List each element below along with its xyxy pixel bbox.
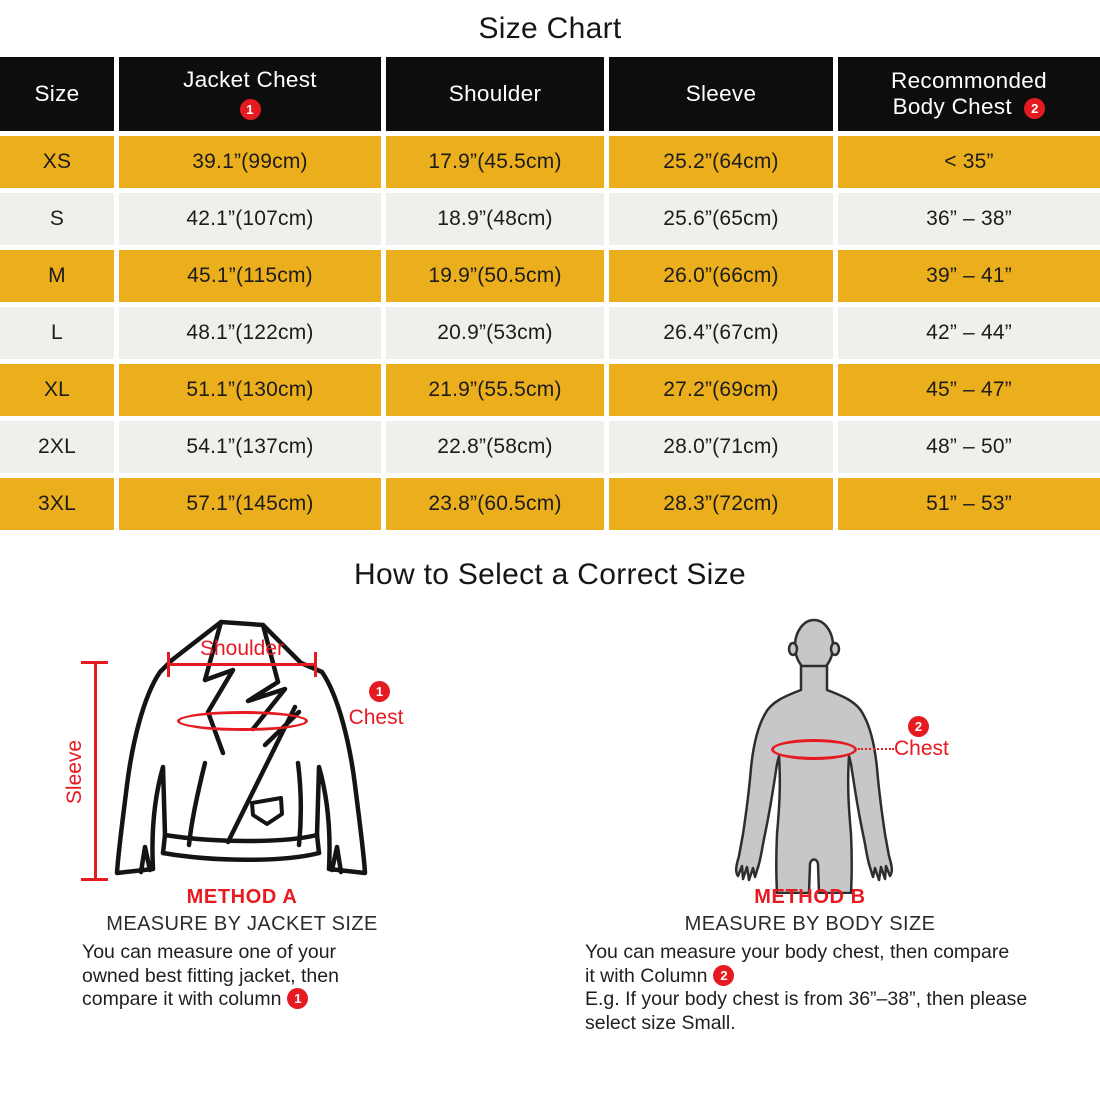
method-a-line-3	[82, 988, 422, 1012]
table-header-row	[0, 57, 1100, 131]
cell-sleeve: 28.3”(72cm)	[609, 478, 833, 530]
jacket-chest-ellipse	[177, 711, 308, 731]
method-a-line-3-text: compare it with column	[82, 988, 282, 1010]
jacket-chest-label: Chest	[348, 706, 404, 729]
table-row-2xl	[0, 421, 1100, 473]
method-b-column-badge: 2	[713, 965, 734, 986]
cell-body-chest: 42” – 44”	[838, 307, 1100, 359]
cell-size: XL	[0, 364, 114, 416]
column-1-badge: 1	[240, 99, 261, 120]
cell-shoulder: 17.9”(45.5cm)	[386, 136, 604, 188]
shoulder-label: Shoulder	[199, 637, 285, 660]
column-header-jacket-chest	[119, 57, 381, 131]
method-b-line-3: E.g. If your body chest is from 36”–38”, then please	[585, 988, 1028, 1010]
cell-size: M	[0, 250, 114, 302]
cell-jacket-chest: 48.1”(122cm)	[119, 307, 381, 359]
cell-shoulder: 22.8”(58cm)	[386, 421, 604, 473]
cell-sleeve: 26.4”(67cm)	[609, 307, 833, 359]
sleeve-measure-bottom-cap	[81, 878, 108, 881]
cell-jacket-chest: 54.1”(137cm)	[119, 421, 381, 473]
method-b-line-1: You can measure your body chest, then compare	[585, 941, 1010, 963]
how-to-select-title: How to Select a Correct Size	[354, 558, 746, 591]
body-head	[795, 620, 833, 672]
column-header-sleeve-label: Sleeve	[685, 81, 757, 106]
sleeve-measure-top-cap	[81, 661, 108, 664]
method-b-subtitle: MEASURE BY BODY SIZE	[684, 913, 936, 935]
cell-shoulder: 23.8”(60.5cm)	[386, 478, 604, 530]
method-a-description	[82, 941, 422, 1012]
shoulder-measure-line	[167, 663, 317, 666]
jacket-chest-badge: 1	[369, 681, 390, 702]
method-a-subtitle: MEASURE BY JACKET SIZE	[106, 913, 378, 935]
sleeve-measure-line	[94, 662, 97, 880]
method-a-block	[77, 886, 407, 936]
cell-jacket-chest: 39.1”(99cm)	[119, 136, 381, 188]
cell-shoulder: 19.9”(50.5cm)	[386, 250, 604, 302]
size-chart-table	[0, 52, 1100, 535]
chest-dotted-line	[858, 748, 894, 750]
cell-size: XS	[0, 136, 114, 188]
method-a-column-badge: 1	[287, 988, 308, 1009]
column-header-size-label: Size	[34, 81, 80, 106]
table-row-l	[0, 307, 1100, 359]
cell-body-chest: 45” – 47”	[838, 364, 1100, 416]
shoulder-measure-right-tick	[314, 652, 317, 677]
cell-sleeve: 28.0”(71cm)	[609, 421, 833, 473]
method-a-title: METHOD A	[186, 886, 298, 908]
column-header-shoulder-label: Shoulder	[448, 81, 542, 106]
cell-body-chest: 39” – 41”	[838, 250, 1100, 302]
table-row-m	[0, 250, 1100, 302]
sleeve-label: Sleeve	[63, 739, 86, 805]
cell-sleeve: 25.2”(64cm)	[609, 136, 833, 188]
method-b-description	[585, 941, 1075, 1035]
method-b-line-2	[585, 965, 1075, 989]
cell-body-chest: 48” – 50”	[838, 421, 1100, 473]
method-b-line-2-text: it with Column	[585, 964, 708, 987]
recommended-line2-row	[838, 94, 1100, 120]
cell-shoulder: 20.9”(53cm)	[386, 307, 604, 359]
column-2-badge: 2	[1024, 98, 1045, 119]
cell-shoulder: 18.9”(48cm)	[386, 193, 604, 245]
cell-jacket-chest: 57.1”(145cm)	[119, 478, 381, 530]
cell-jacket-chest: 42.1”(107cm)	[119, 193, 381, 245]
cell-size: S	[0, 193, 114, 245]
table-row-xs	[0, 136, 1100, 188]
cell-size: L	[0, 307, 114, 359]
method-a-line-1: You can measure one of your	[82, 941, 337, 963]
method-b-title: METHOD B	[754, 886, 866, 908]
cell-body-chest: < 35”	[838, 136, 1100, 188]
method-b-line-4: select size Small.	[585, 1011, 736, 1034]
shoulder-measure-left-tick	[167, 652, 170, 677]
body-chest-label: Chest	[894, 737, 949, 760]
column-header-recommended-body-chest	[838, 57, 1100, 131]
cell-jacket-chest: 45.1”(115cm)	[119, 250, 381, 302]
column-header-sleeve	[609, 57, 833, 131]
table-row-s	[0, 193, 1100, 245]
column-header-shoulder	[386, 57, 604, 131]
cell-sleeve: 26.0”(66cm)	[609, 250, 833, 302]
cell-sleeve: 25.6”(65cm)	[609, 193, 833, 245]
page-title: Size Chart	[478, 12, 622, 45]
cell-sleeve: 27.2”(69cm)	[609, 364, 833, 416]
method-b-block	[645, 886, 975, 936]
cell-size: 2XL	[0, 421, 114, 473]
recommended-line1: Recommonded	[891, 68, 1047, 93]
recommended-line2: Body Chest	[892, 94, 1012, 119]
column-header-size	[0, 57, 114, 131]
table-row-xl	[0, 364, 1100, 416]
table-row-3xl	[0, 478, 1100, 530]
body-chest-ellipse	[771, 739, 857, 760]
cell-shoulder: 21.9”(55.5cm)	[386, 364, 604, 416]
cell-body-chest: 36” – 38”	[838, 193, 1100, 245]
column-header-jacket-chest-label: Jacket Chest	[183, 66, 317, 92]
cell-jacket-chest: 51.1”(130cm)	[119, 364, 381, 416]
cell-size: 3XL	[0, 478, 114, 530]
body-chest-badge: 2	[908, 716, 929, 737]
method-a-line-2: owned best fitting jacket, then	[82, 964, 339, 987]
jacket-chest-badge-row	[119, 96, 381, 122]
cell-body-chest: 51” – 53”	[838, 478, 1100, 530]
